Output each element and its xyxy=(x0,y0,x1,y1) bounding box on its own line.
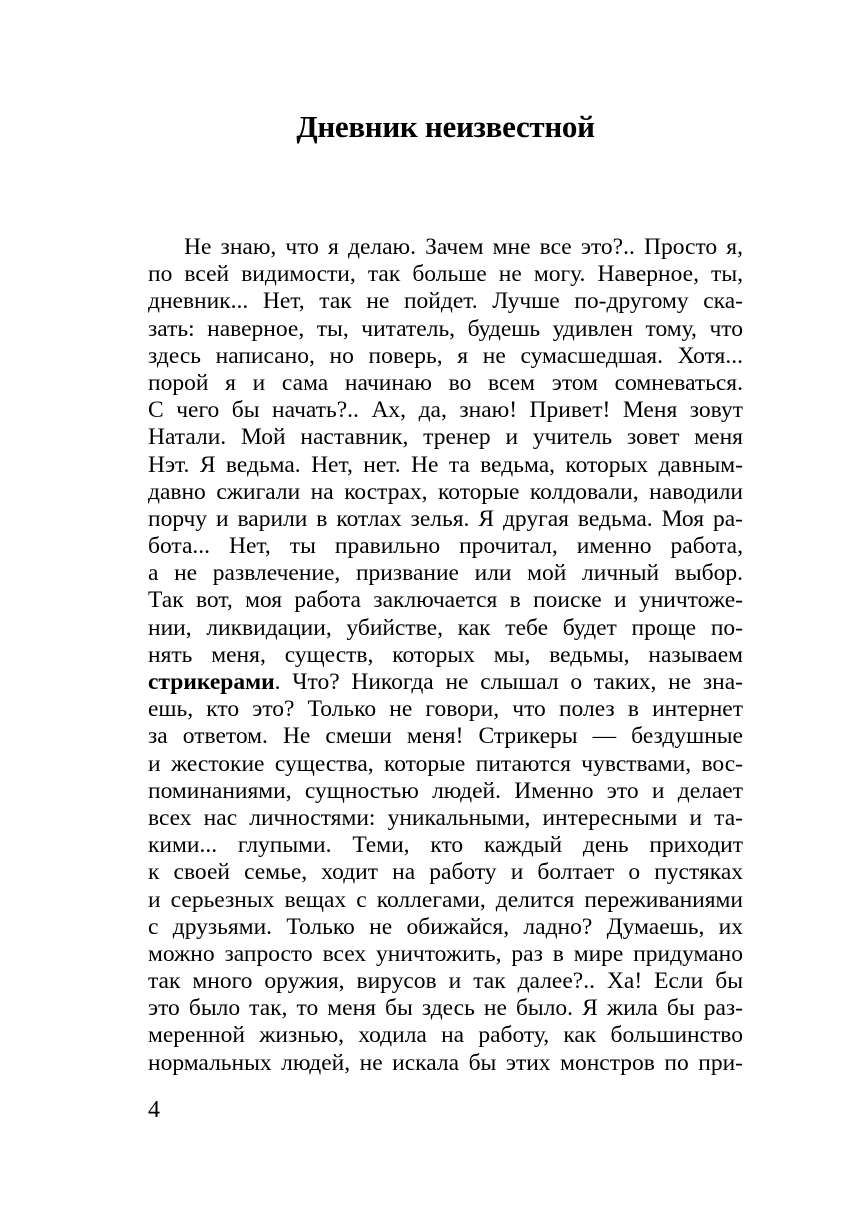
text-line: за ответом. Не смеши меня! Стрикеры — бездушные xyxy=(148,723,743,750)
text-line: и жестокие существа, которые питаются чувствами, вос- xyxy=(148,750,743,777)
text-line: всех нас личностями: уникальными, интересными и та- xyxy=(148,804,743,831)
term-line-rest: . Что? Никогда не слышал о таких, не зна- xyxy=(274,669,743,695)
text-line: к своей семье, ходит на работу и болтает о пустяках xyxy=(148,859,743,886)
text-line: порой я и сама начинаю во всем этом сомневаться. xyxy=(148,369,743,396)
text-line: нять меня, существ, которых мы, ведьмы, называем xyxy=(148,641,743,668)
text-line: так много оружия, вирусов и так далее?.. Ха! Если бы xyxy=(148,968,743,995)
chapter-title: Дневник неизвестной xyxy=(296,109,595,144)
text-line: Натали. Мой наставник, тренер и учитель зовет меня xyxy=(148,424,743,451)
text-line: Так вот, моя работа заключается в поиске и уничтоже- xyxy=(148,587,743,614)
text-line: а не развлечение, призвание или мой личный выбор. xyxy=(148,560,743,587)
text-line: и серьезных вещах с коллегами, делится переживаниями xyxy=(148,886,743,913)
text-line: Нэт. Я ведьма. Нет, нет. Не та ведьма, которых давным- xyxy=(148,451,743,478)
text-line: меренной жизнью, ходила на работу, как большинство xyxy=(148,1022,743,1049)
text-line: Не знаю, что я делаю. Зачем мне все это?.. Просто я, xyxy=(184,234,743,260)
text-line: по всей видимости, так больше не могу. Наверное, ты, xyxy=(148,261,743,288)
page-number: 4 xyxy=(148,1097,160,1123)
text-line: с друзьями. Только не обижайся, ладно? Думаешь, их xyxy=(148,913,743,940)
text-line: нии, ликвидации, убийстве, как тебе будет проще по- xyxy=(148,614,743,641)
text-line: здесь написано, но поверь, я не сумасшедшая. Хотя... xyxy=(148,342,743,369)
text-line: нормальных людей, не искала бы этих монстров по при- xyxy=(148,1049,743,1076)
term-line xyxy=(148,669,743,696)
text-line: С чего бы начать?.. Ах, да, знаю! Привет! Меня зовут xyxy=(148,397,743,424)
text-line: зать: наверное, ты, читатель, будешь удивлен тому, что xyxy=(148,315,743,342)
text-line: дневник... Нет, так не пойдет. Лучше по-другому ска- xyxy=(148,288,743,315)
term-strikers: стрикерами xyxy=(148,669,275,695)
text-line: ешь, кто это? Только не говори, что полез в интернет xyxy=(148,696,743,723)
text-line: поминаниями, сущностью людей. Именно это и делает xyxy=(148,777,743,804)
text-line: бота... Нет, ты правильно прочитал, именно работа, xyxy=(148,533,743,560)
body-text xyxy=(148,234,743,1077)
text-line: кими... глупыми. Теми, кто каждый день приходит xyxy=(148,832,743,859)
text-line: порчу и варили в котлах зелья. Я другая ведьма. Моя ра- xyxy=(148,505,743,532)
text-line: давно сжигали на кострах, которые колдовали, наводили xyxy=(148,478,743,505)
text-line: это было так, то меня бы здесь не было. Я жила бы раз- xyxy=(148,995,743,1022)
text-line: можно запросто всех уничтожить, раз в мире придумано xyxy=(148,940,743,967)
